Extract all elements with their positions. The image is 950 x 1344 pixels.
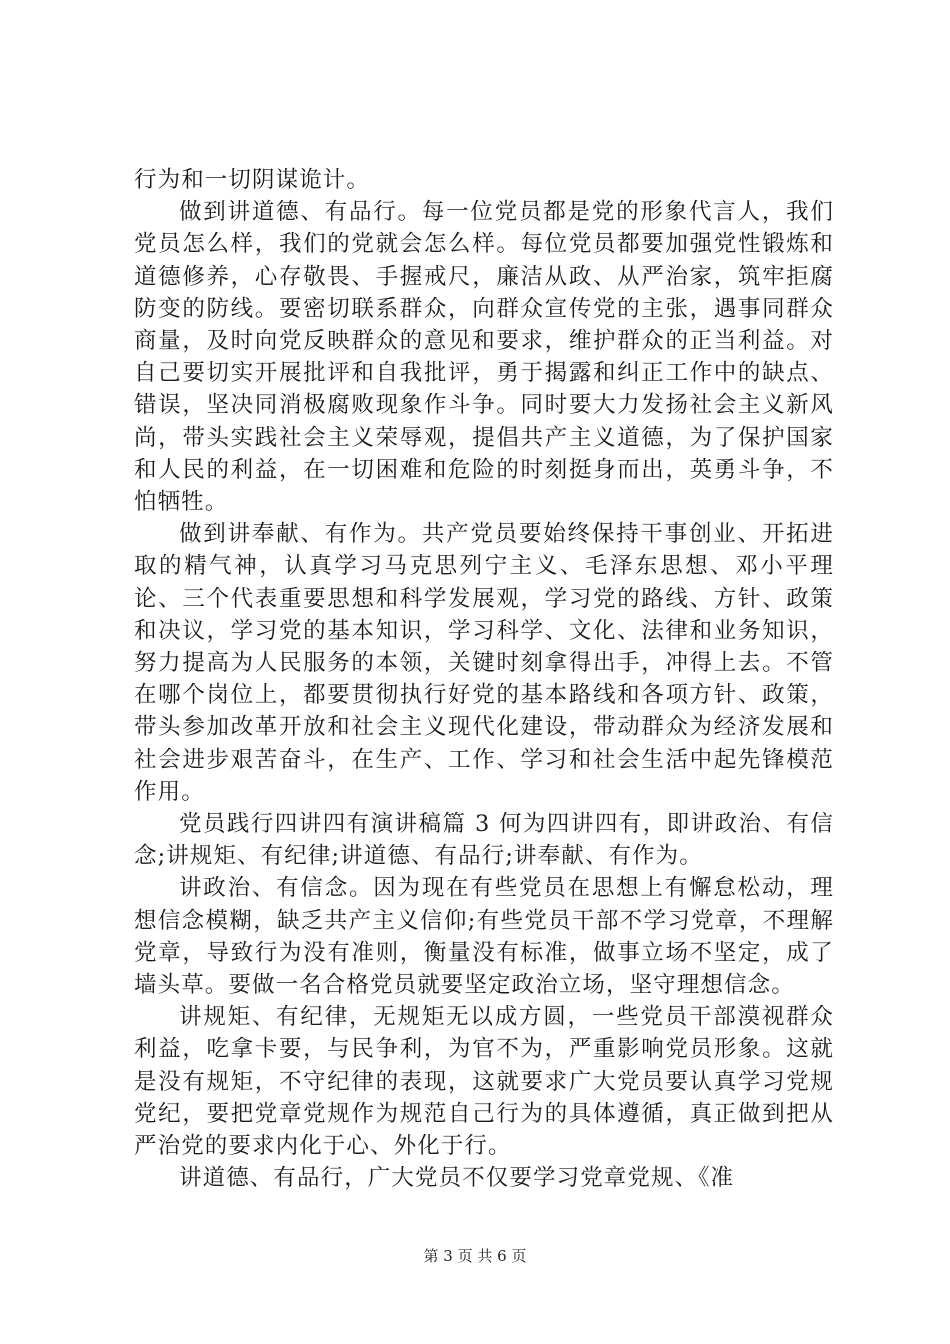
paragraph-dedication: 做到讲奉献、有作为。共产党员要始终保持干事创业、开拓进取的精气神，认真学习马克思列宁主义、毛泽东思想、邓小平理论、三个代表重要思想和科学发展观，学习党的路线、方针、政策和决议，学习党的基本知识，学习科学、文化、法律和业务知识，努力提高为人民服务的本领，关键时刻拿得出手，冲得上去。不管在哪个岗位上，都要贯彻执行好党的基本路线和各项方针、政策，带头参加改革开放和社会主义现代化建设，带动群众为经济发展和社会进步艰苦奋斗，在生产、工作、学习和社会生活中起先锋模范作用。 <box>134 521 834 805</box>
paragraph-morality: 做到讲道德、有品行。每一位党员都是党的形象代言人，我们党员怎么样，我们的党就会怎么样。每位党员都要加强党性锻炼和道德修养，心存敬畏、手握戒尺，廉洁从政、从严治家，筑牢拒腐防变的防线。要密切联系群众，向群众宣传党的主张，遇事同群众商量，及时向党反映群众的意见和要求，维护群众的正当利益。对自己要切实开展批评和自我批评，勇于揭露和纠正工作中的缺点、错误，坚决同消极腐败现象作斗争。同时要大力发扬社会主义新风尚，带头实践社会主义荣辱观，提倡共产主义道德，为了保护国家和人民的利益，在一切困难和危险的时刻挺身而出，英勇斗争，不怕牺牲。 <box>134 199 834 516</box>
paragraph-ethics: 讲道德、有品行，广大党员不仅要学习党章党规、《准 <box>179 1165 735 1192</box>
paragraph-rules: 讲规矩、有纪律，无规矩无以成方圆，一些党员干部漠视群众利益，吃拿卡要，与民争利，为官不为，严重影响党员形象。这就是没有规矩，不守纪律的表现，这就要求广大党员要认真学习党规党纪，要把党章党规作为规范自己行为的具体遵循，真正做到把从严治党的要求内化于心、外化于行。 <box>134 1004 834 1160</box>
paragraph-politics: 讲政治、有信念。因为现在有些党员在思想上有懈怠松动，理想信念模糊，缺乏共产主义信仰;有些党员干部不学习党章，不理解党章，导致行为没有准则，衡量没有标准，做事立场不坚定，成了墙头草。要做一名合格党员就要坚定政治立场，坚守理想信念。 <box>134 875 834 999</box>
paragraph-continuation: 行为和一切阴谋诡计。 <box>134 167 371 193</box>
paragraph-speech-intro: 党员践行四讲四有演讲稿篇 3 何为四讲四有，即讲政治、有信念;讲规矩、有纪律;讲道德、有品行;讲奉献、有作为。 <box>134 811 834 870</box>
document-body <box>134 164 834 1195</box>
page-number-footer: 第 3 页 共 6 页 <box>423 1247 527 1265</box>
